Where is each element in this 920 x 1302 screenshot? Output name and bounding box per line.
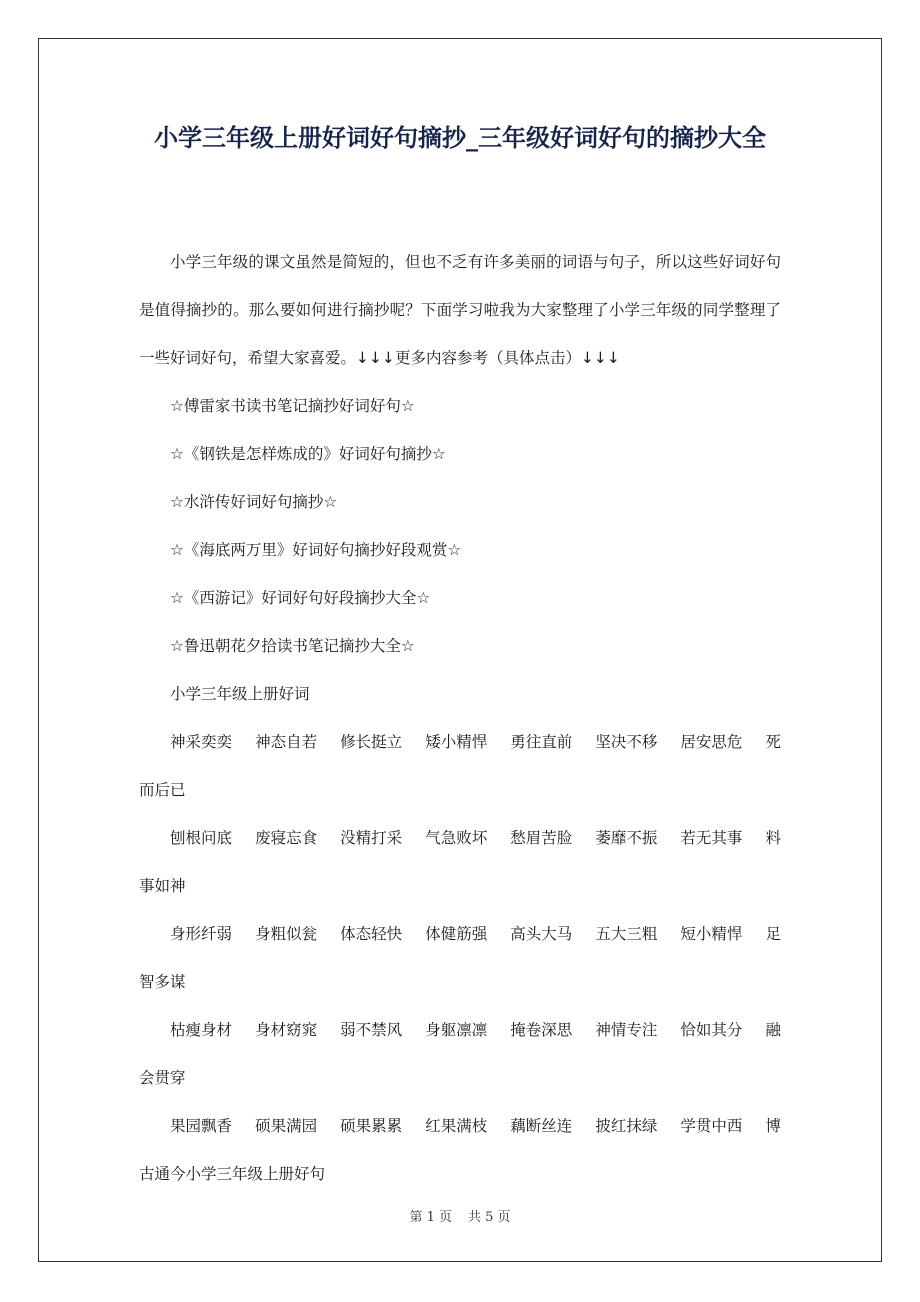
word: 坚决不移	[595, 733, 658, 751]
word: 硕果满园	[255, 1117, 318, 1135]
word-row-4	[139, 1006, 781, 1102]
word: 气急败坏	[425, 829, 488, 847]
word: 身材窈窕	[255, 1021, 318, 1039]
word-wrap-head: 博	[765, 1117, 781, 1135]
word-row-1	[139, 718, 781, 814]
word-wrap-head: 足	[765, 925, 781, 943]
word: 没精打采	[340, 829, 403, 847]
word: 矮小精悍	[425, 733, 488, 751]
reference-link-6[interactable]: ☆鲁迅朝花夕拾读书笔记摘抄大全☆	[170, 637, 415, 655]
document-title: 小学三年级上册好词好句摘抄_三年级好词好句的摘抄大全	[154, 124, 766, 152]
word: 萎靡不振	[595, 829, 658, 847]
document-body	[139, 238, 781, 1198]
word: 体态轻快	[340, 925, 403, 943]
word: 恰如其分	[680, 1021, 743, 1039]
word-wrap-tail: 古通今小学三年级上册好句	[139, 1165, 326, 1183]
page-number: 第 1 页	[409, 1210, 452, 1225]
word: 修长挺立	[340, 733, 403, 751]
word: 硕果累累	[340, 1117, 403, 1135]
word: 神情专注	[595, 1021, 658, 1039]
reference-link-4[interactable]: ☆《海底两万里》好词好句摘抄好段观赏☆	[170, 541, 462, 559]
word: 身粗似瓮	[255, 925, 318, 943]
word: 身躯凛凛	[425, 1021, 488, 1039]
word-row-2	[139, 814, 781, 910]
word: 掩卷深思	[510, 1021, 573, 1039]
word-wrap-tail: 会贯穿	[139, 1069, 186, 1087]
section-heading: 小学三年级上册好词	[170, 685, 310, 703]
word: 学贯中西	[680, 1117, 743, 1135]
word-wrap-tail: 智多谋	[139, 973, 186, 991]
word: 神态自若	[255, 733, 318, 751]
word-wrap-tail: 事如神	[139, 877, 186, 895]
reference-link-5[interactable]: ☆《西游记》好词好句好段摘抄大全☆	[170, 589, 431, 607]
intro-paragraph: 小学三年级的课文虽然是简短的，但也不乏有许多美丽的词语与句子，所以这些好词好句是值得摘抄的。那么要如何进行摘抄呢？下面学习啦我为大家整理了小学三年级的同学整理了一些好词好句，希望大家喜爱。↓↓↓更多内容参考（具体点击）↓↓↓	[139, 253, 781, 367]
word: 勇往直前	[510, 733, 573, 751]
word: 短小精悍	[680, 925, 743, 943]
word: 体健筋强	[425, 925, 488, 943]
reference-link-1[interactable]: ☆傅雷家书读书笔记摘抄好词好句☆	[170, 397, 415, 415]
word: 刨根问底	[170, 829, 233, 847]
word-wrap-tail: 而后已	[139, 781, 186, 799]
reference-link-2[interactable]: ☆《钢铁是怎样炼成的》好词好句摘抄☆	[170, 445, 446, 463]
word: 弱不禁风	[340, 1021, 403, 1039]
word-row-5	[139, 1102, 781, 1198]
word: 高头大马	[510, 925, 573, 943]
word: 废寝忘食	[255, 829, 318, 847]
word: 神采奕奕	[170, 733, 233, 751]
word: 身形纤弱	[170, 925, 233, 943]
word-wrap-head: 融	[765, 1021, 781, 1039]
word: 若无其事	[680, 829, 743, 847]
word: 居安思危	[680, 733, 743, 751]
word: 枯瘦身材	[170, 1021, 233, 1039]
word: 果园飘香	[170, 1117, 233, 1135]
word-wrap-head: 死	[765, 733, 781, 751]
page-total: 共 5 页	[468, 1210, 511, 1225]
word: 红果满枝	[425, 1117, 488, 1135]
reference-link-3[interactable]: ☆水浒传好词好句摘抄☆	[170, 493, 338, 511]
word: 愁眉苦脸	[510, 829, 573, 847]
word-wrap-head: 料	[765, 829, 781, 847]
page-footer	[0, 1206, 920, 1225]
word: 藕断丝连	[510, 1117, 573, 1135]
word: 五大三粗	[595, 925, 658, 943]
word-row-3	[139, 910, 781, 1006]
word: 披红抹绿	[595, 1117, 658, 1135]
